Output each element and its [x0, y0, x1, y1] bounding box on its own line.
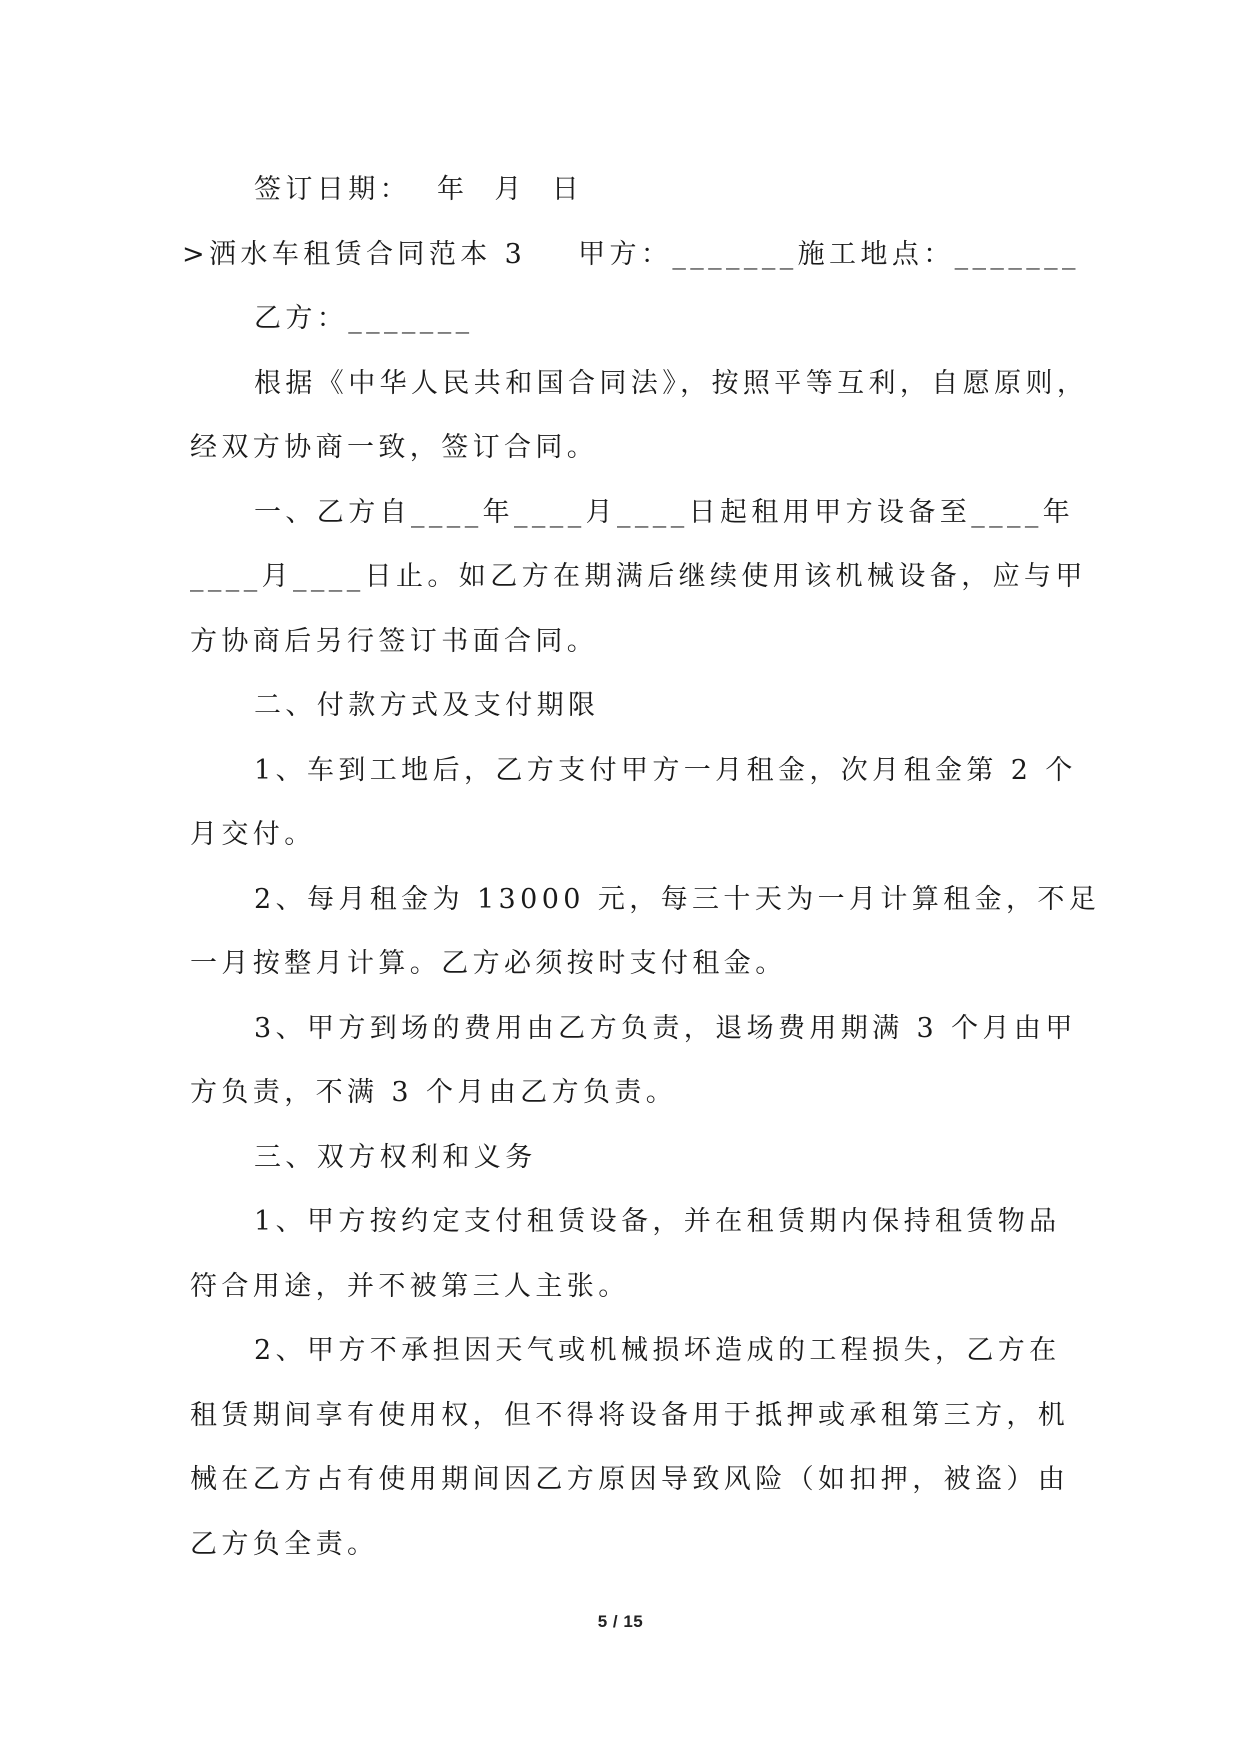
paragraph-line: 乙方负全责。 [190, 1528, 379, 1560]
document-body [182, 158, 1101, 1577]
paragraph-line: 经双方协商一致，签订合同。 [190, 432, 599, 463]
section-heading: 三、双方权利和义务 [254, 1141, 537, 1173]
paragraph-line: 2、每月租金为 13000 元，每三十天为一月计算租金，不足 [254, 883, 1101, 915]
contract-heading-line: >洒水车租赁合同范本 3 甲方：_______施工地点：_______ [182, 238, 1080, 270]
paragraph-line: 1、车到工地后，乙方支付甲方一月租金，次月租金第 2 个 [254, 754, 1077, 786]
paragraph-line: ____月____日止。如乙方在期满后继续使用该机械设备，应与甲 [190, 561, 1087, 592]
paragraph-line: 方负责，不满 3 个月由乙方负责。 [190, 1077, 678, 1108]
paragraph-line: 2、甲方不承担因天气或机械损坏造成的工程损失，乙方在 [254, 1335, 1061, 1366]
paragraph-line: 1、甲方按约定支付租赁设备，并在租赁期内保持租赁物品 [254, 1206, 1061, 1237]
paragraph-line: 械在乙方占有使用期间因乙方原因导致风险（如扣押，被盗）由 [190, 1464, 1070, 1495]
signing-date-line: 签订日期： 年 月 日 [254, 174, 584, 205]
paragraph-line: 根据《中华人民共和国合同法》，按照平等互利，自愿原则， [254, 367, 1089, 399]
party-b-line: 乙方：_______ [254, 303, 474, 334]
section-heading: 二、付款方式及支付期限 [254, 690, 600, 721]
page-number: 5 / 15 [597, 1612, 644, 1631]
paragraph-line: 一月按整月计算。乙方必须按时支付租金。 [190, 948, 787, 979]
paragraph-line: 方协商后另行签订书面合同。 [190, 625, 599, 657]
paragraph-line: 符合用途，并不被第三人主张。 [190, 1270, 630, 1302]
paragraph-line: 3、甲方到场的费用由乙方负责，退场费用期满 3 个月由甲 [254, 1012, 1077, 1044]
paragraph-line: 一、乙方自____年____月____日起租用甲方设备至____年 [254, 496, 1075, 528]
paragraph-line: 月交付。 [190, 819, 316, 850]
paragraph-line: 租赁期间享有使用权，但不得将设备用于抵押或承租第三方，机 [190, 1399, 1070, 1431]
